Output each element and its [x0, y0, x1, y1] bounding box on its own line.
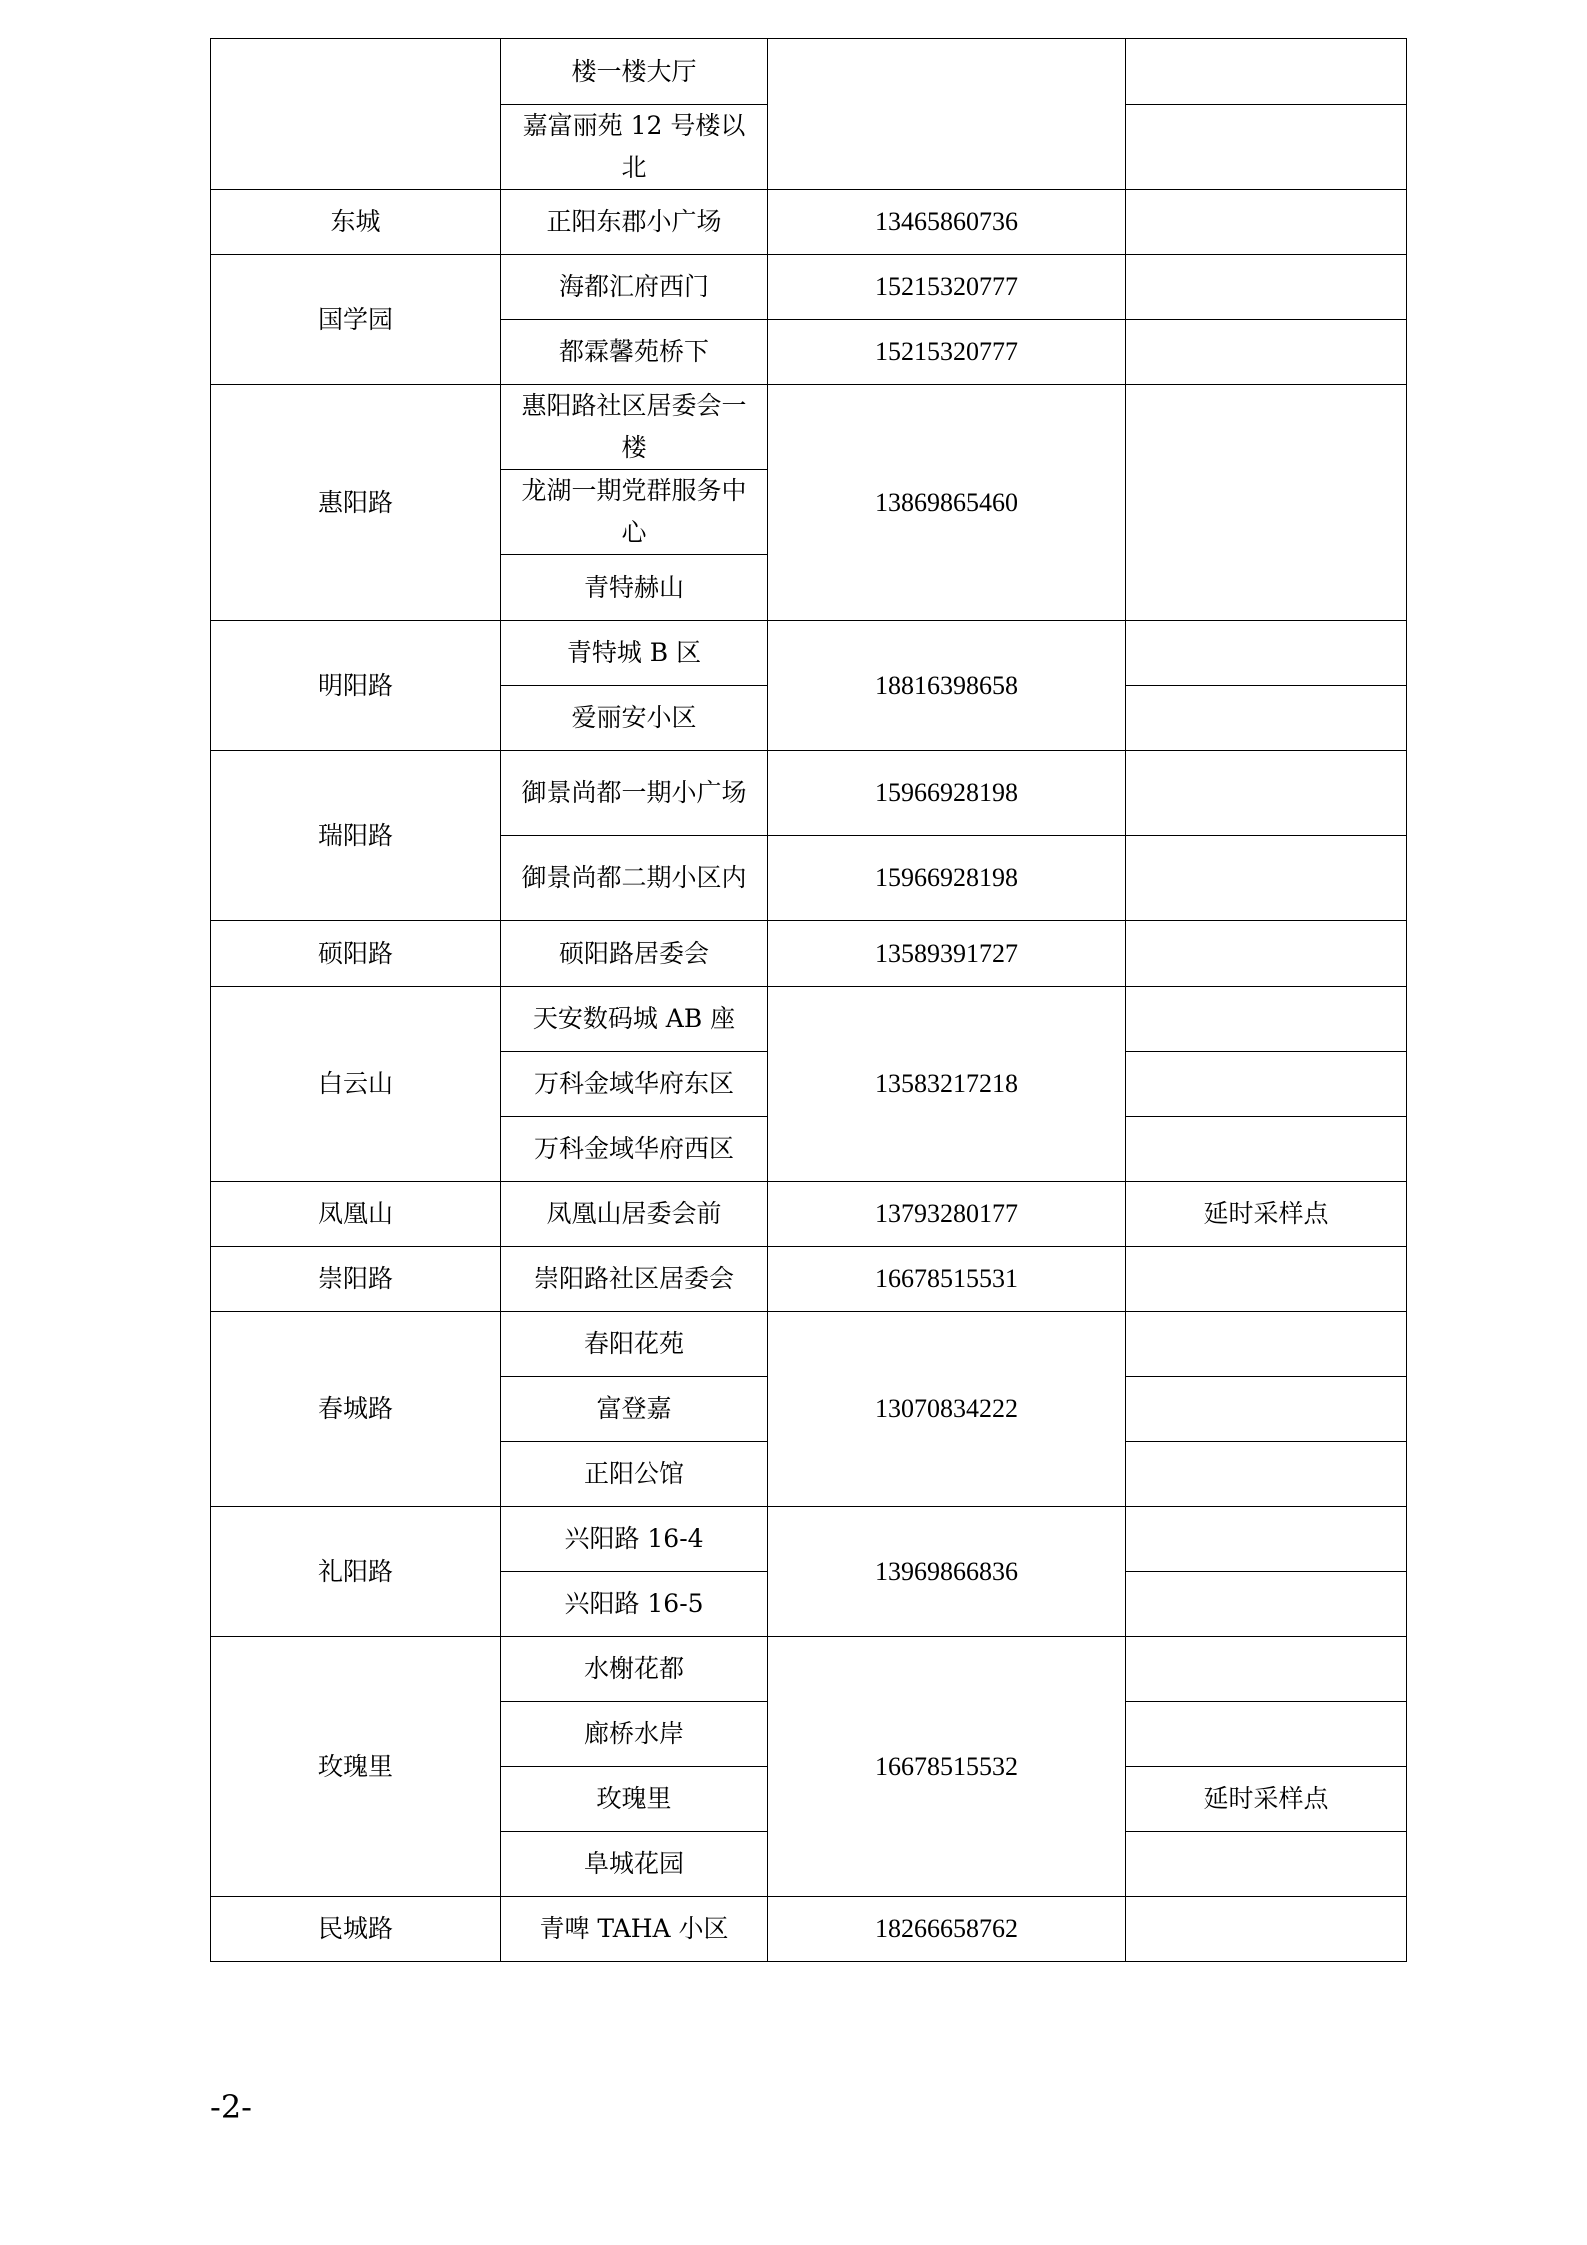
- site-cell: 正阳东郡小广场: [501, 190, 768, 255]
- note-cell: [1126, 987, 1407, 1052]
- note-cell: [1126, 921, 1407, 987]
- community-cell: 春城路: [211, 1312, 501, 1507]
- note-cell: [1126, 1247, 1407, 1312]
- site-cell: 万科金域华府西区: [501, 1117, 768, 1182]
- community-cell: 白云山: [211, 987, 501, 1182]
- note-cell: [1126, 255, 1407, 320]
- site-cell: 惠阳路社区居委会一楼: [501, 385, 768, 470]
- site-cell: 廊桥水岸: [501, 1702, 768, 1767]
- phone-cell: 13589391727: [768, 921, 1126, 987]
- sampling-sites-table: [210, 38, 1407, 1962]
- table-row: [211, 1247, 1407, 1312]
- note-cell: [1126, 1572, 1407, 1637]
- note-cell: [1126, 1442, 1407, 1507]
- note-cell: [1126, 1377, 1407, 1442]
- community-cell: 礼阳路: [211, 1507, 501, 1637]
- note-cell: [1126, 1702, 1407, 1767]
- table-row: [211, 190, 1407, 255]
- site-cell: 崇阳路社区居委会: [501, 1247, 768, 1312]
- note-cell: [1126, 686, 1407, 751]
- site-cell: 富登嘉: [501, 1377, 768, 1442]
- phone-cell: 15966928198: [768, 836, 1126, 921]
- phone-cell: 13583217218: [768, 987, 1126, 1182]
- note-cell: [1126, 621, 1407, 686]
- site-cell: 嘉富丽苑 12 号楼以北: [501, 105, 768, 190]
- site-cell: 玫瑰里: [501, 1767, 768, 1832]
- phone-cell: [768, 39, 1126, 190]
- table-row: [211, 621, 1407, 686]
- note-cell: [1126, 39, 1407, 105]
- community-cell: 明阳路: [211, 621, 501, 751]
- phone-cell: 18816398658: [768, 621, 1126, 751]
- note-cell: [1126, 1117, 1407, 1182]
- note-cell: [1126, 1897, 1407, 1962]
- note-cell: 延时采样点: [1126, 1182, 1407, 1247]
- site-cell: 御景尚都一期小广场: [501, 751, 768, 836]
- community-cell: [211, 39, 501, 190]
- note-cell: 延时采样点: [1126, 1767, 1407, 1832]
- note-cell: [1126, 1637, 1407, 1702]
- note-cell: [1126, 1832, 1407, 1897]
- table-row: [211, 39, 1407, 105]
- site-cell: 兴阳路 16-4: [501, 1507, 768, 1572]
- site-cell: 水榭花都: [501, 1637, 768, 1702]
- table-row: [211, 255, 1407, 320]
- table-row: [211, 1507, 1407, 1572]
- phone-cell: 15966928198: [768, 751, 1126, 836]
- site-cell: 青特赫山: [501, 555, 768, 621]
- community-cell: 惠阳路: [211, 385, 501, 621]
- community-cell: 崇阳路: [211, 1247, 501, 1312]
- site-cell: 龙湖一期党群服务中心: [501, 470, 768, 555]
- note-cell: [1126, 320, 1407, 385]
- note-cell: [1126, 1507, 1407, 1572]
- phone-cell: 13793280177: [768, 1182, 1126, 1247]
- table-row: [211, 1637, 1407, 1702]
- note-cell: [1126, 836, 1407, 921]
- note-cell: [1126, 751, 1407, 836]
- site-cell: 兴阳路 16-5: [501, 1572, 768, 1637]
- table-row: [211, 751, 1407, 836]
- note-cell: [1126, 1312, 1407, 1377]
- phone-cell: 13465860736: [768, 190, 1126, 255]
- community-cell: 硕阳路: [211, 921, 501, 987]
- note-cell: [1126, 385, 1407, 621]
- community-cell: 东城: [211, 190, 501, 255]
- community-cell: 凤凰山: [211, 1182, 501, 1247]
- site-cell: 海都汇府西门: [501, 255, 768, 320]
- phone-cell: 13869865460: [768, 385, 1126, 621]
- phone-cell: 15215320777: [768, 255, 1126, 320]
- site-cell: 凤凰山居委会前: [501, 1182, 768, 1247]
- community-cell: 国学园: [211, 255, 501, 385]
- phone-cell: 13969866836: [768, 1507, 1126, 1637]
- phone-cell: 13070834222: [768, 1312, 1126, 1507]
- site-cell: 天安数码城 AB 座: [501, 987, 768, 1052]
- phone-cell: 16678515531: [768, 1247, 1126, 1312]
- phone-cell: 15215320777: [768, 320, 1126, 385]
- site-cell: 万科金域华府东区: [501, 1052, 768, 1117]
- note-cell: [1126, 105, 1407, 190]
- page-number: -2-: [210, 2088, 252, 2126]
- site-cell: 都霖馨苑桥下: [501, 320, 768, 385]
- community-cell: 民城路: [211, 1897, 501, 1962]
- table-row: [211, 1182, 1407, 1247]
- table-row: [211, 987, 1407, 1052]
- phone-cell: 16678515532: [768, 1637, 1126, 1897]
- site-cell: 青特城 B 区: [501, 621, 768, 686]
- site-cell: 正阳公馆: [501, 1442, 768, 1507]
- site-cell: 硕阳路居委会: [501, 921, 768, 987]
- table-row: [211, 1312, 1407, 1377]
- phone-cell: 18266658762: [768, 1897, 1126, 1962]
- community-cell: 玫瑰里: [211, 1637, 501, 1897]
- community-cell: 瑞阳路: [211, 751, 501, 921]
- site-cell: 青啤 TAHA 小区: [501, 1897, 768, 1962]
- site-cell: 爱丽安小区: [501, 686, 768, 751]
- site-cell: 楼一楼大厅: [501, 39, 768, 105]
- table-row: [211, 385, 1407, 470]
- site-cell: 御景尚都二期小区内: [501, 836, 768, 921]
- table-row: [211, 1897, 1407, 1962]
- site-cell: 春阳花苑: [501, 1312, 768, 1377]
- note-cell: [1126, 190, 1407, 255]
- note-cell: [1126, 1052, 1407, 1117]
- site-cell: 阜城花园: [501, 1832, 768, 1897]
- table-row: [211, 921, 1407, 987]
